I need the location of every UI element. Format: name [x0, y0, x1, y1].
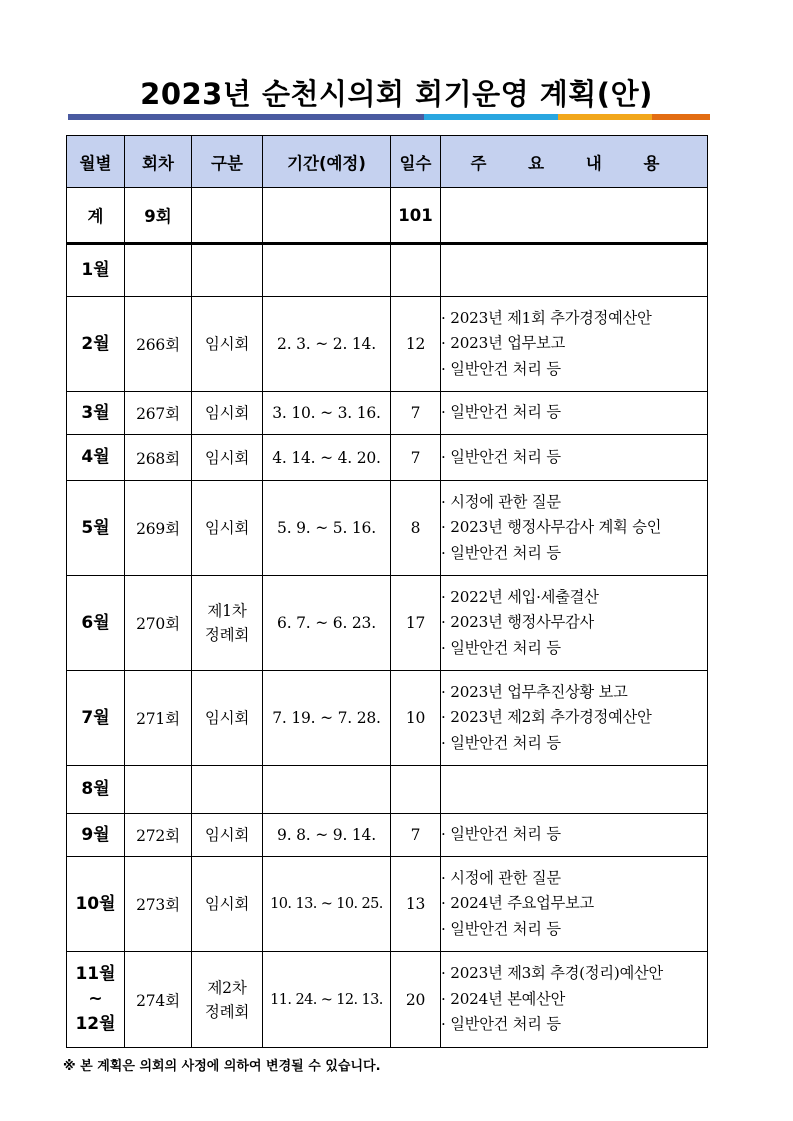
session-cell: 271회 — [125, 671, 192, 766]
table-row — [67, 857, 708, 952]
underline-segment-navy — [68, 114, 424, 120]
total-days: 101 — [391, 188, 441, 244]
content-item: · 일반안건 처리 등 — [441, 359, 561, 378]
month-cell — [67, 814, 125, 857]
session-cell: 274회 — [125, 952, 192, 1048]
type-label: 임시회 — [204, 826, 250, 844]
page-title: 2023년 순천시의회 회기운영 계획(안) — [140, 77, 653, 111]
content-item: · 일반안건 처리 등 — [441, 733, 561, 752]
month-cell — [67, 481, 125, 576]
total-row — [67, 188, 708, 244]
days-cell: 12 — [391, 297, 441, 392]
col-header-type: 구분 — [192, 136, 263, 188]
type-cell — [192, 392, 263, 435]
session-cell — [125, 244, 192, 297]
month-cell — [67, 297, 125, 392]
title-underline-bar — [68, 114, 710, 120]
days-cell — [391, 244, 441, 297]
type-cell — [192, 857, 263, 952]
underline-segment-yellow — [558, 114, 652, 120]
contents-cell — [441, 435, 708, 481]
contents-cell — [441, 766, 708, 814]
content-item: · 2023년 제2회 추가경정예산안 — [441, 708, 652, 727]
col-header-contents: 주 요 내 용 — [441, 136, 708, 188]
col-header-days: 일수 — [391, 136, 441, 188]
month-cell — [67, 857, 125, 952]
content-item: · 2023년 행정사무감사 계획 승인 — [441, 518, 662, 537]
days-cell: 13 — [391, 857, 441, 952]
total-type — [192, 188, 263, 244]
month-label: 10월 — [75, 893, 116, 914]
content-item: · 2024년 본예산안 — [441, 989, 566, 1008]
table-row — [67, 297, 708, 392]
type-cell — [192, 297, 263, 392]
table-row — [67, 481, 708, 576]
period-cell: 7. 19. ~ 7. 28. — [263, 671, 391, 766]
col-header-session: 회차 — [125, 136, 192, 188]
type-cell — [192, 671, 263, 766]
period-cell: 10. 13. ~ 10. 25. — [263, 857, 391, 952]
month-label: 8월 — [81, 779, 110, 799]
month-label: ~ — [88, 989, 103, 1009]
contents-cell — [441, 576, 708, 671]
type-label: 제2차 — [207, 978, 247, 997]
contents-cell — [441, 857, 708, 952]
period-cell: 6. 7. ~ 6. 23. — [263, 576, 391, 671]
days-cell: 10 — [391, 671, 441, 766]
type-cell — [192, 814, 263, 857]
session-cell: 268회 — [125, 435, 192, 481]
content-item: · 2023년 행정사무감사 — [441, 613, 595, 632]
table-row — [67, 392, 708, 435]
content-item: · 일반안건 처리 등 — [441, 919, 561, 938]
underline-segment-blue — [424, 114, 558, 120]
content-item: · 2023년 업무추진상황 보고 — [441, 682, 628, 701]
content-item: · 2023년 업무보고 — [441, 334, 566, 353]
content-item: · 일반안건 처리 등 — [441, 403, 561, 422]
contents-cell — [441, 392, 708, 435]
type-label: 제1차 — [207, 602, 247, 620]
period-cell — [263, 244, 391, 297]
table-row — [67, 671, 708, 766]
type-label: 임시회 — [204, 709, 250, 727]
content-item: · 일반안건 처리 등 — [441, 543, 561, 562]
days-cell — [391, 766, 441, 814]
table-row — [67, 244, 708, 297]
period-cell: 3. 10. ~ 3. 16. — [263, 392, 391, 435]
session-cell — [125, 766, 192, 814]
month-label: 2월 — [81, 333, 110, 354]
content-item: · 2022년 세입·세출결산 — [441, 587, 599, 606]
contents-cell — [441, 814, 708, 857]
month-cell — [67, 244, 125, 297]
total-period — [263, 188, 391, 244]
session-cell: 267회 — [125, 392, 192, 435]
content-item: · 일반안건 처리 등 — [441, 447, 561, 466]
month-cell — [67, 576, 125, 671]
type-cell — [192, 766, 263, 814]
month-cell — [67, 435, 125, 481]
type-cell — [192, 481, 263, 576]
period-cell: 2. 3. ~ 2. 14. — [263, 297, 391, 392]
session-cell: 269회 — [125, 481, 192, 576]
month-label: 1월 — [81, 260, 110, 280]
footnote: ※ 본 계획은 의회의 사정에 의하여 변경될 수 있습니다. — [63, 1059, 381, 1074]
period-cell — [263, 766, 391, 814]
contents-cell — [441, 481, 708, 576]
col-header-period: 기간(예정) — [263, 136, 391, 188]
content-item: · 시정에 관한 질문 — [441, 492, 561, 511]
month-label: 5월 — [81, 517, 110, 538]
session-cell: 273회 — [125, 857, 192, 952]
underline-segment-orange — [652, 114, 710, 120]
content-item: · 시정에 관한 질문 — [441, 868, 561, 887]
period-cell: 11. 24. ~ 12. 13. — [263, 952, 391, 1048]
type-label: 임시회 — [204, 404, 250, 422]
table-row — [67, 952, 708, 1048]
days-cell: 7 — [391, 392, 441, 435]
month-label: 9월 — [81, 824, 110, 845]
type-cell — [192, 244, 263, 297]
session-cell: 266회 — [125, 297, 192, 392]
type-label: 임시회 — [204, 895, 250, 913]
type-cell — [192, 576, 263, 671]
days-cell: 8 — [391, 481, 441, 576]
content-item: · 일반안건 처리 등 — [441, 1015, 561, 1034]
session-schedule-table — [66, 135, 708, 1048]
period-cell: 4. 14. ~ 4. 20. — [263, 435, 391, 481]
total-sessions: 9회 — [125, 188, 192, 244]
month-label: 6월 — [81, 612, 110, 633]
contents-cell — [441, 671, 708, 766]
session-cell: 270회 — [125, 576, 192, 671]
days-cell: 7 — [391, 814, 441, 857]
contents-cell — [441, 952, 708, 1048]
month-label: 4월 — [81, 447, 110, 467]
month-cell — [67, 952, 125, 1048]
content-item: · 2023년 제3회 추경(정리)예산안 — [441, 964, 663, 983]
col-header-month: 월별 — [67, 136, 125, 188]
type-cell — [192, 435, 263, 481]
month-label: 3월 — [81, 402, 110, 423]
content-item: · 일반안건 처리 등 — [441, 638, 561, 657]
table-header-row — [67, 136, 708, 188]
table-row — [67, 766, 708, 814]
table-row — [67, 435, 708, 481]
month-label: 12월 — [75, 1014, 116, 1034]
type-cell — [192, 952, 263, 1048]
month-cell — [67, 766, 125, 814]
period-cell: 5. 9. ~ 5. 16. — [263, 481, 391, 576]
type-label: 임시회 — [204, 519, 250, 537]
total-contents — [441, 188, 708, 244]
type-label: 임시회 — [204, 448, 250, 467]
days-cell: 7 — [391, 435, 441, 481]
type-label: 정례회 — [204, 626, 250, 644]
table-row — [67, 576, 708, 671]
session-cell: 272회 — [125, 814, 192, 857]
type-label: 정례회 — [204, 1002, 250, 1021]
days-cell: 20 — [391, 952, 441, 1048]
content-item: · 2024년 주요업무보고 — [441, 894, 595, 913]
contents-cell — [441, 244, 708, 297]
table-row — [67, 814, 708, 857]
month-cell — [67, 671, 125, 766]
total-label: 계 — [67, 188, 125, 244]
period-cell: 9. 8. ~ 9. 14. — [263, 814, 391, 857]
content-item: · 2023년 제1회 추가경정예산안 — [441, 308, 652, 327]
month-label: 7월 — [81, 707, 110, 728]
content-item: · 일반안건 처리 등 — [441, 825, 561, 844]
month-cell — [67, 392, 125, 435]
contents-cell — [441, 297, 708, 392]
type-label: 임시회 — [204, 335, 250, 353]
month-label: 11월 — [75, 964, 116, 984]
days-cell: 17 — [391, 576, 441, 671]
